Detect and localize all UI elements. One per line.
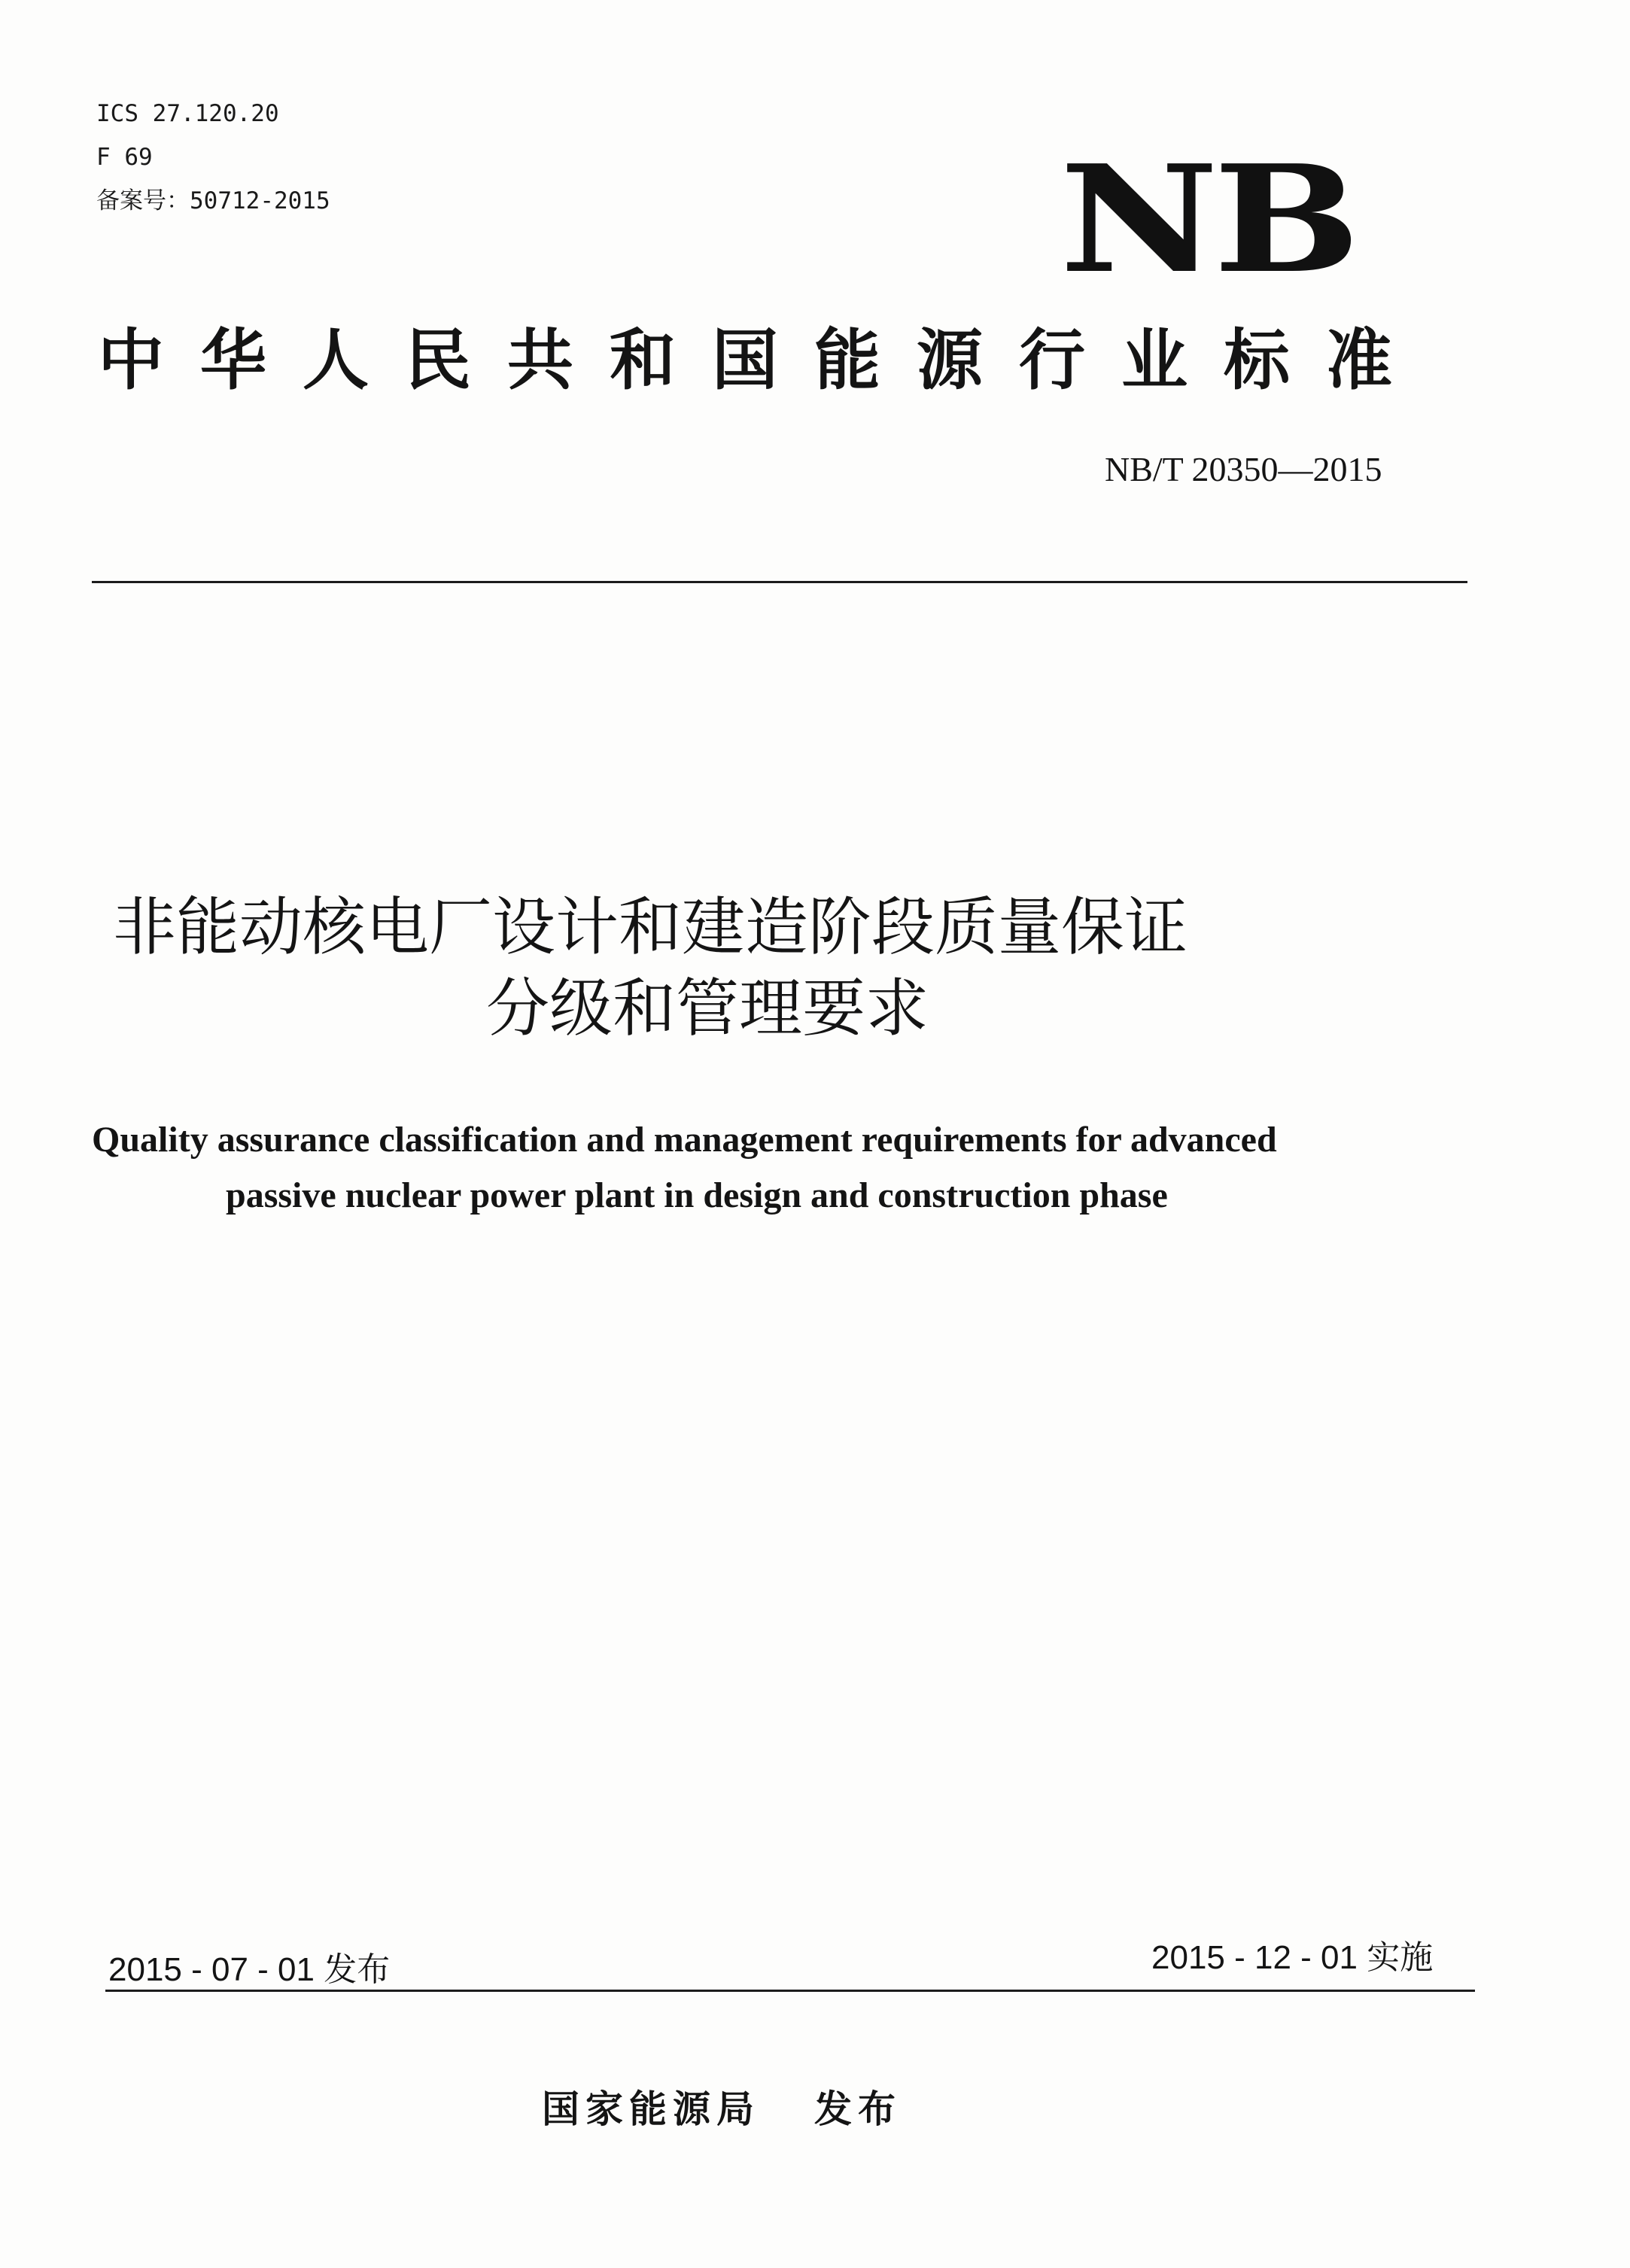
ics-code: ICS 27.120.20 [96,100,279,127]
industry-standard-title: 中华人民共和国能源行业标准 [98,321,1429,399]
bottom-divider [105,1990,1475,1992]
nb-logo: NB [1060,133,1355,306]
chinese-title-line-2: 分级和管理要求 [486,971,929,1045]
english-title-line-1: Quality assurance classification and management requirements for advanced [92,1120,1277,1160]
issuer-line [542,2083,902,2136]
top-divider [92,581,1467,583]
english-title-line-2: passive nuclear power plant in design and construction phase [226,1175,1168,1215]
issue-date: 2015 - 07 - 01 发布 [108,1951,391,1988]
issuer-name: 国家能源局 [542,2087,760,2131]
standard-number: NB/T 20350—2015 [1105,450,1382,488]
implementation-date: 2015 - 12 - 01 实施 [1151,1939,1434,1976]
chinese-title [113,886,1377,1049]
filing-number: 备案号：50712-2015 [96,187,330,214]
ccs-code: F 69 [96,144,153,171]
chinese-title-line-1: 非能动核电厂设计和建造阶段质量保证 [113,890,1188,964]
english-title [92,1112,1416,1224]
issuer-action: 发布 [814,2087,902,2131]
classification-block [96,92,330,223]
